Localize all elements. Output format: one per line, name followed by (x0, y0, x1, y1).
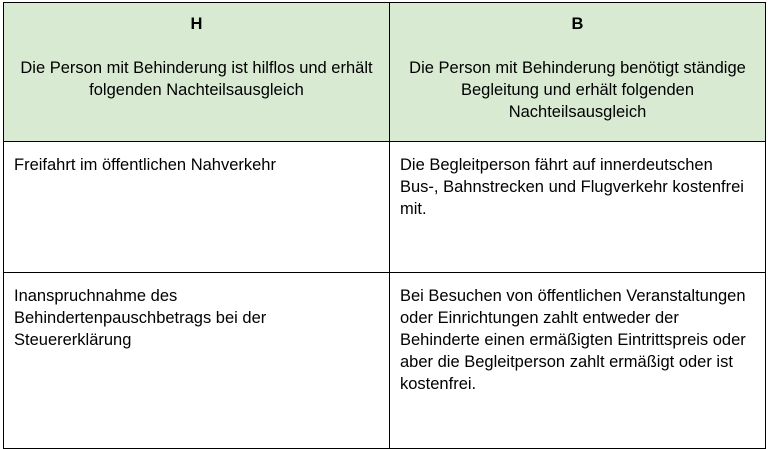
table-header (4, 3, 766, 142)
table-body (4, 142, 766, 449)
table-cell-b: Bei Besuchen von öffentlichen Veranstaltungen oder Einrichtungen zahlt entweder der Behinderte einen ermäßigten Eintrittspreis oder aber die Begleitperson zahlt ermäßigt oder ist kostenfrei. (390, 273, 766, 449)
table-cell-h: Freifahrt im öffentlichen Nahverkehr (4, 142, 390, 273)
column-description-h: Die Person mit Behinderung ist hilflos und erhält folgenden Nachteilsausgleich (20, 59, 373, 99)
header-cell-h (4, 3, 390, 142)
table-cell-b: Die Begleitperson fährt auf innerdeutschen Bus-, Bahnstrecken und Flugverkehr kostenfrei mit. (390, 142, 766, 273)
header-row (4, 3, 766, 142)
table-row (4, 273, 766, 449)
column-key-h: H (190, 15, 203, 33)
table-row (4, 142, 766, 273)
header-cell-b (390, 3, 766, 142)
comparison-table (3, 2, 766, 449)
column-key-b: B (571, 15, 584, 33)
table-cell-h: Inanspruchnahme des Behindertenpauschbetrags bei der Steuererklärung (4, 273, 390, 449)
column-description-b: Die Person mit Behinderung benötigt ständige Begleitung und erhält folgenden Nachteilsausgleich (409, 59, 746, 121)
